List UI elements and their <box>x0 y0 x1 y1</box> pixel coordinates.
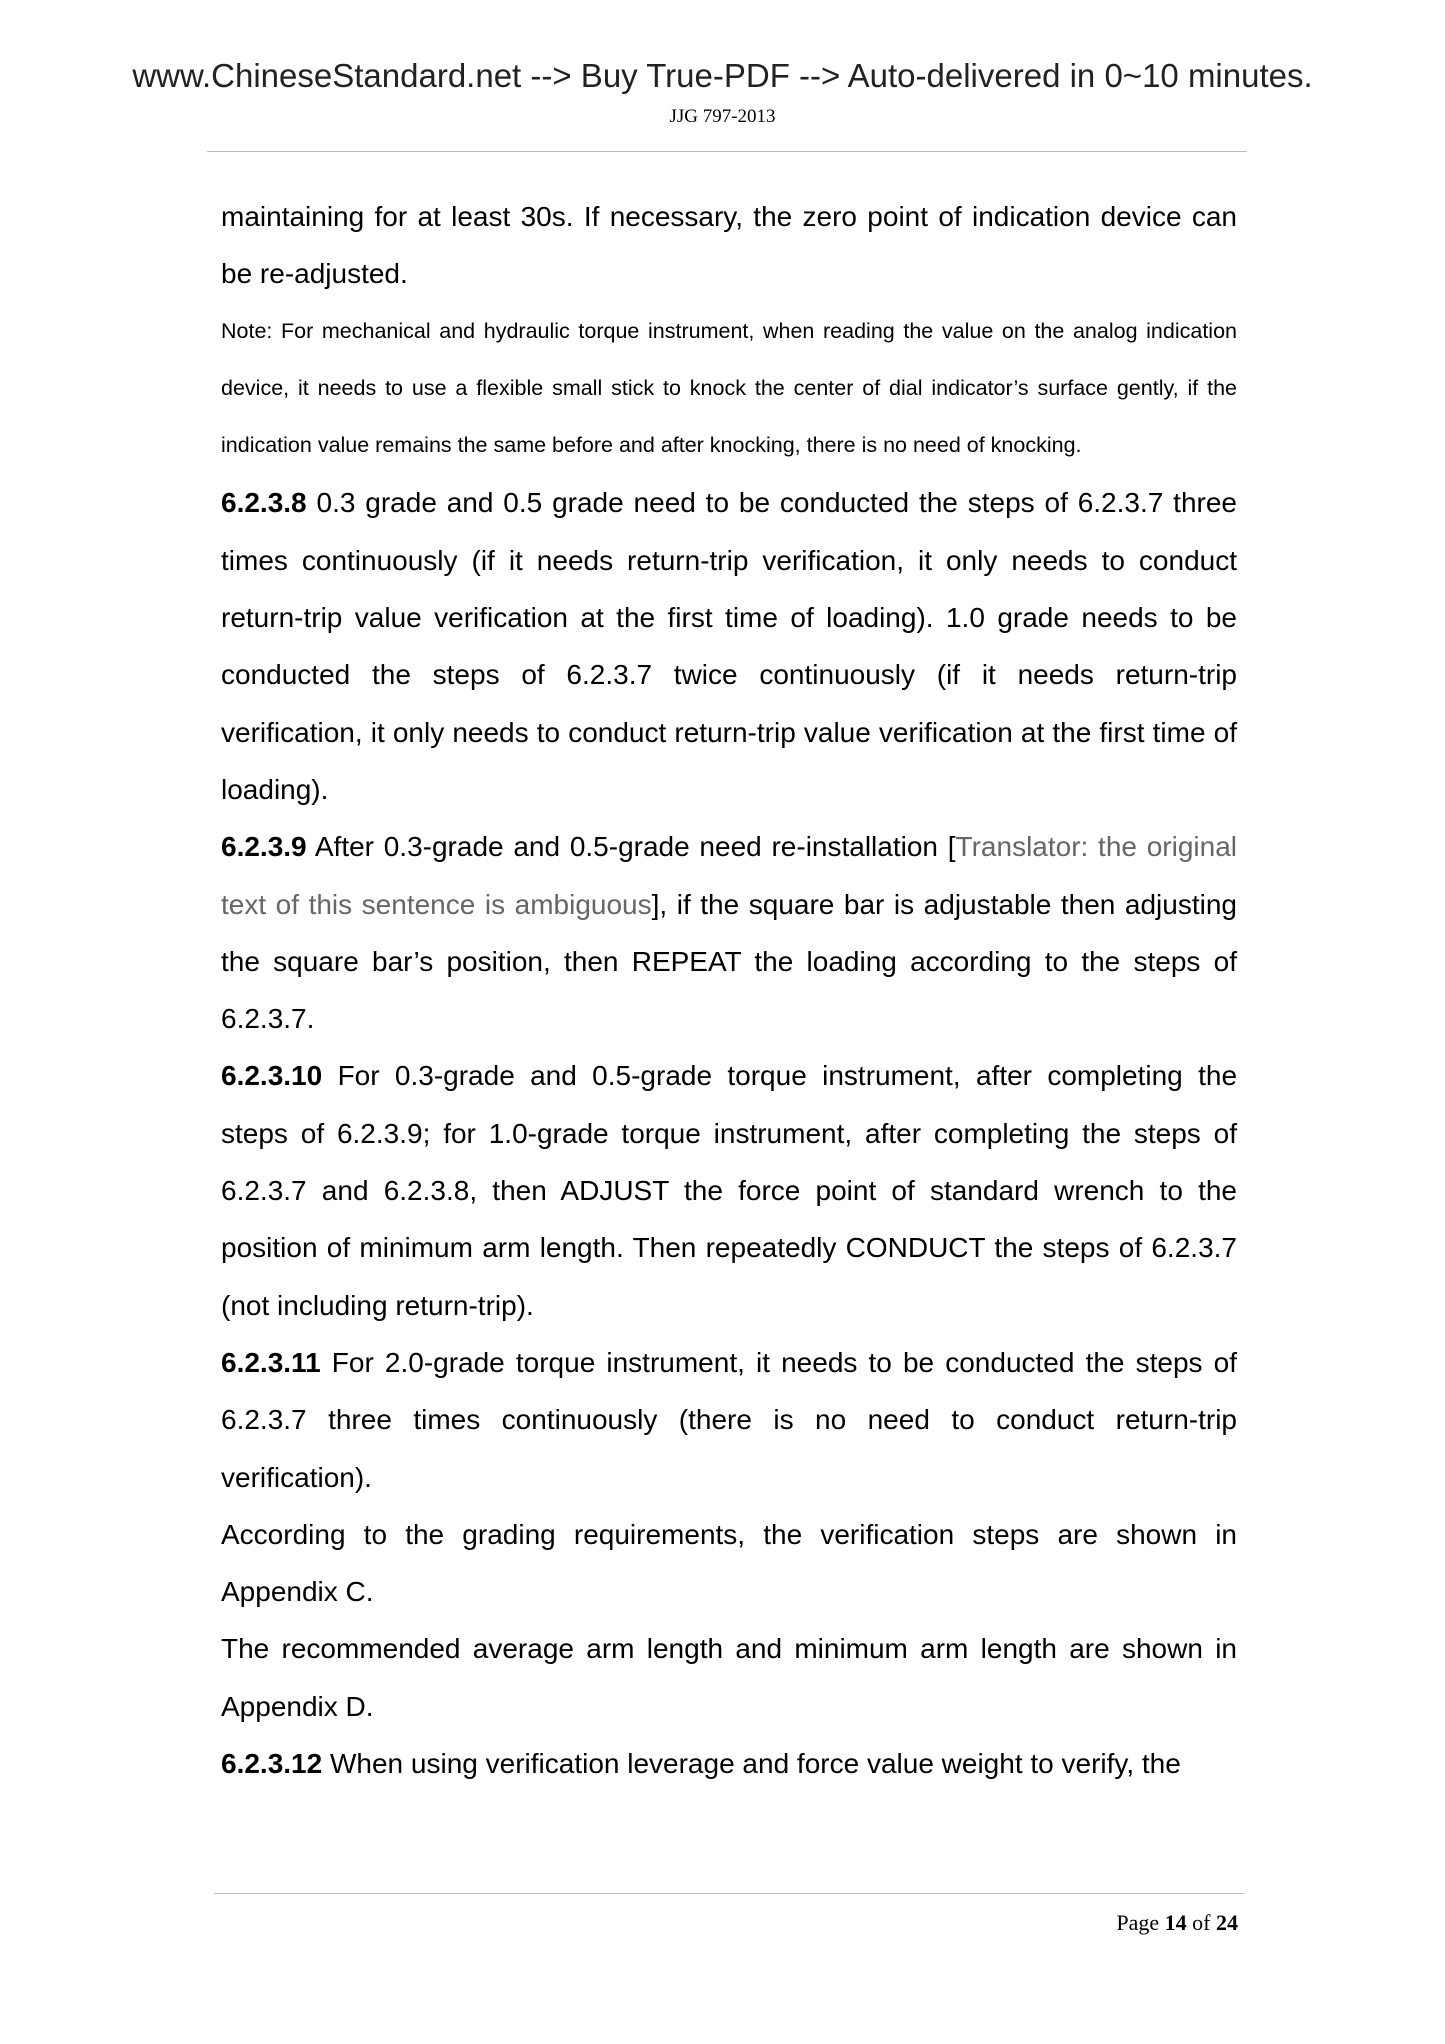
clause-number: 6.2.3.11 <box>221 1346 321 1378</box>
clause-6-2-3-11 <box>221 1334 1237 1506</box>
clause-text: ], if the square bar is adjustable then adjusting the square bar’s position, then REPEAT the loading according to the steps of 6.2.3.7. <box>221 888 1237 1035</box>
paragraph-continuation: maintaining for at least 30s. If necessary, the zero point of indication device can be re-adjusted. <box>221 201 1237 290</box>
clause-text: For 0.3-grade and 0.5-grade torque instrument, after completing the steps of 6.2.3.9; for 1.0-grade torque instrument, after completing the steps of 6.2.3.7 and 6.2.3.8, then ADJUST the force point of standard wrench to the position of minimum arm length. Then repeatedly CONDUCT the steps of 6.2.3.7 (not including return-trip). <box>221 1060 1238 1321</box>
clause-text: After 0.3-grade and 0.5-grade need re-installation [ <box>314 831 956 863</box>
clause-6-2-3-8 <box>221 474 1237 818</box>
page-label: Page <box>1116 1910 1160 1935</box>
clause-text: 0.3 grade and 0.5 grade need to be conducted the steps of 6.2.3.7 three times continuously (if it needs return-trip verification, it only needs to conduct return-trip value verification at the first time of loading). 1.0 grade needs to be conducted the steps of 6.2.3.7 twice continuously (if it needs return-trip verification, it only needs to conduct return-trip value verification at the first time of loading). <box>221 487 1237 805</box>
clause-number: 6.2.3.12 <box>221 1748 323 1780</box>
clause-number: 6.2.3.8 <box>221 487 307 519</box>
paragraph-appendix-d: The recommended average arm length and minimum arm length are shown in Appendix D. <box>221 1633 1237 1722</box>
paragraph-appendix-c: According to the grading requirements, the verification steps are shown in Appendix C. <box>221 1518 1237 1608</box>
page-body <box>221 188 1237 1792</box>
clause-6-2-3-10 <box>221 1047 1237 1333</box>
clause-number: 6.2.3.10 <box>221 1060 323 1092</box>
clause-6-2-3-12 <box>221 1735 1237 1792</box>
document-number: JJG 797-2013 <box>669 106 776 127</box>
translator-note: Translator: the original text of this sentence is ambiguous <box>221 831 1238 920</box>
page-number <box>1116 1909 1238 1937</box>
clause-text: For 2.0-grade torque instrument, it needs to be conducted the steps of 6.2.3.7 three times continuously (there is no need to conduct return-trip verification). <box>221 1346 1237 1493</box>
clause-6-2-3-9 <box>221 818 1237 1047</box>
page-of-label: of <box>1192 1910 1211 1935</box>
source-banner: www.ChineseStandard.net --> Buy True-PDF --> Auto-delivered in 0~10 minutes. <box>132 57 1313 94</box>
page-total: 24 <box>1216 1910 1238 1935</box>
clause-text: When using verification leverage and force value weight to verify, the <box>329 1748 1181 1780</box>
note-paragraph: Note: For mechanical and hydraulic torque instrument, when reading the value on the analog indication device, it needs to use a flexible small stick to knock the center of dial indicator’s surface gently, if the indication value remains the same before and after knocking, there is no need of knocking. <box>221 318 1237 458</box>
header-divider <box>207 151 1247 152</box>
footer-divider <box>214 1893 1244 1894</box>
page-current: 14 <box>1164 1910 1187 1935</box>
clause-number: 6.2.3.9 <box>221 831 307 863</box>
